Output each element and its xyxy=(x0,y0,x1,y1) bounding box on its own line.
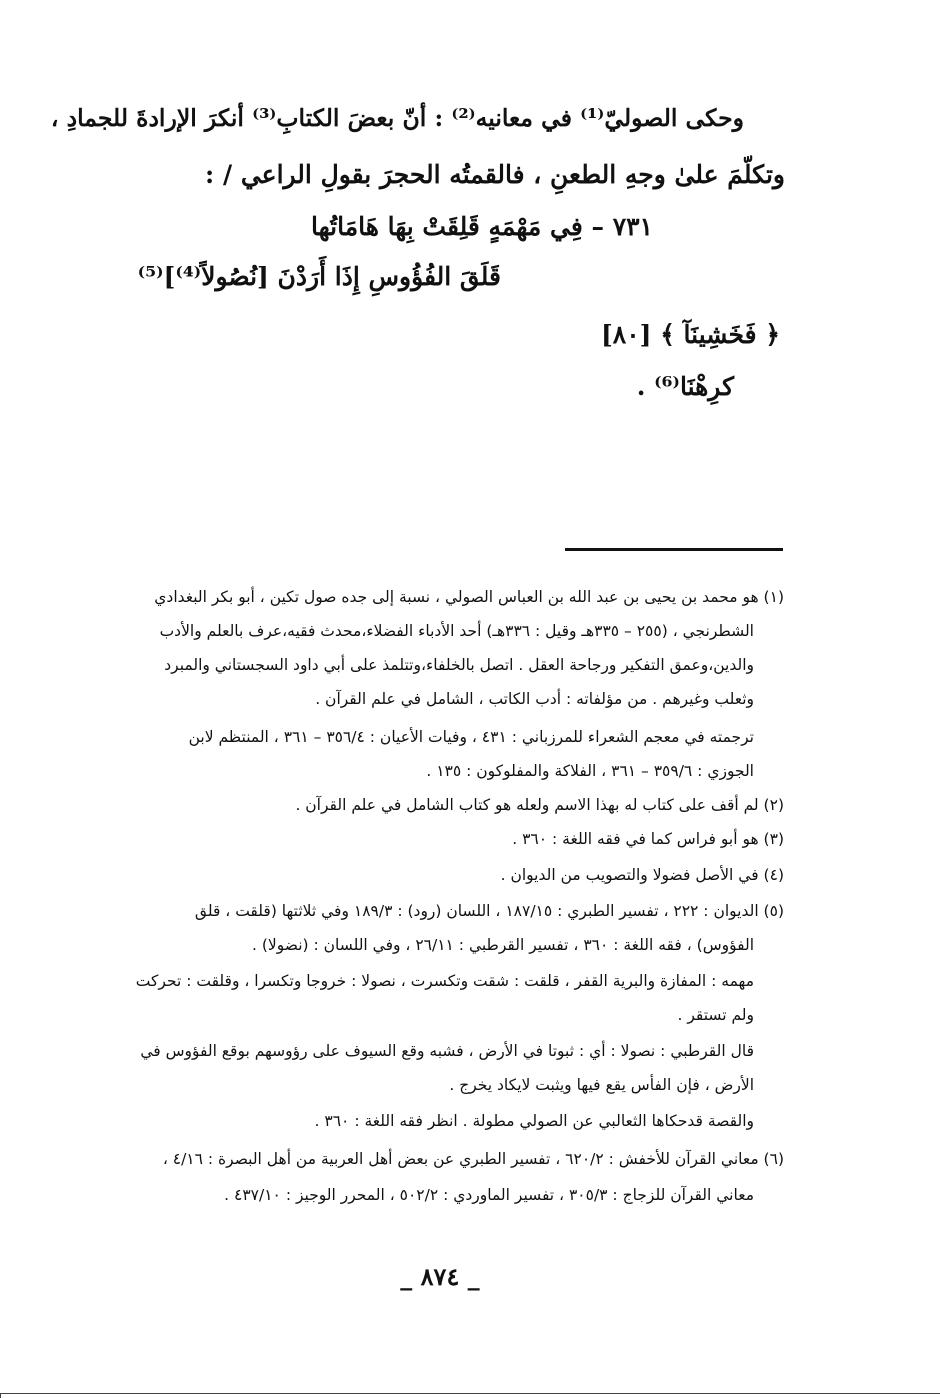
footnote-5-line-2: الفؤوس) ، فقه اللغة : ٣٦٠ ، تفسير القرطبي : ٢٦/١١ ، وفي اللسان : (نضولا) . xyxy=(252,936,754,954)
scan-edge-mark xyxy=(0,1393,1,1398)
footnote-3: (٣) هو أبو فراس كما في فقه اللغة : ٣٦٠ . xyxy=(512,830,784,848)
body-line-1: وحكى الصوليّ⁽¹⁾ في معانيه⁽²⁾ : أنّ بعضَ الكتابِ⁽³⁾ أنكرَ الإرادةَ للجمادِ ، xyxy=(50,104,744,132)
verse-first-hemistich: ٧٣١ – فِي مَهْمَهٍ قَلِقَتْ بِهَا هَامَاتُها xyxy=(310,212,653,241)
footnote-5-line-1: (٥) الديوان : ٢٢٢ ، تفسير الطبري : ١٨٧/١٥ ، اللسان (رود) : ١٨٩/٣ وفي ثلاثتها (قلقت ، قلق xyxy=(194,902,784,920)
body-line-2: وتكلّمَ علىٰ وجهِ الطعنِ ، فالقمتُه الحجرَ بقولِ الراعي / : xyxy=(205,160,785,189)
footnote-4: (٤) في الأصل فضولا والتصويب من الديوان . xyxy=(500,866,784,884)
footnote-separator xyxy=(565,548,783,551)
quran-quote: ﴿ فَخَشِينَآ ﴾ [٨٠] xyxy=(600,320,780,349)
page-number: _ ٨٧٤ _ xyxy=(400,1262,480,1291)
footnote-1-line-4: وثعلب وغيرهم . من مؤلفاته : أدب الكاتب ، الشامل في علم القرآن . xyxy=(315,690,754,708)
verse-second-hemistich: قَلَقَ الفُؤُوسِ إِذَا أَرَدْنَ [نُصُولاً⁽⁴⁾]⁽⁵⁾ xyxy=(137,262,501,291)
footnote-1-line-3: والدين،وعمق التفكير ورجاحة العقل . اتصل بالخلفاء،وتتلمذ على أبي داود السجستاني والمبرد xyxy=(164,656,754,674)
footnote-5-line-6: الأرض ، فإن الفأس يقع فيها ويثبت لايكاد يخرج . xyxy=(449,1076,754,1094)
footnote-6-line-1: (٦) معاني القرآن للأخفش : ٦٢٠/٢ ، تفسير الطبري عن بعض أهل العربية من أهل البصرة : ٤/١٦ ، xyxy=(162,1150,784,1168)
footnote-1-line-5: ترجمته في معجم الشعراء للمرزباني : ٤٣١ ، وفيات الأعيان : ٣٥٦/٤ – ٣٦١ ، المنتظم لابن xyxy=(188,728,754,746)
footnote-6-line-2: معاني القرآن للزجاج : ٣٠٥/٣ ، تفسير الماوردي : ٥٠٢/٢ ، المحرر الوجيز : ٤٣٧/١٠ . xyxy=(224,1186,754,1204)
footnote-5-line-7: والقصة قدحكاها الثعالبي عن الصولي مطولة . انظر فقه اللغة : ٣٦٠ . xyxy=(314,1112,754,1130)
scan-edge-line xyxy=(0,1393,940,1394)
body-line-kurhna: كرِهْنَا⁽⁶⁾ . xyxy=(636,372,734,401)
footnote-5-line-5: قال القرطبي : نصولا : أي : ثبوتا في الأرض ، فشبه وقع السيوف على رؤوسهم بوقع الفؤوس في xyxy=(140,1042,754,1060)
footnote-5-line-4: ولم تستقر . xyxy=(677,1006,754,1024)
footnote-1-line-1: (١) هو محمد بن يحيى بن عبد الله بن العباس الصولي ، نسبة إلى جده صول تكين ، أبو بكر البغدادي xyxy=(154,588,784,606)
footnote-2: (٢) لم أقف على كتاب له بهذا الاسم ولعله هو كتاب الشامل في علم القرآن . xyxy=(295,796,784,814)
footnote-5-line-3: مهمه : المفازة والبرية القفر ، قلقت : شقت وتكسرت ، نصولا : خروجا وتكسرا ، وقلقت : تحركت xyxy=(135,972,754,990)
footnote-1-line-2: الشطرنجي ، (٢٥٥ – ٣٣٥هـ وقيل : ٣٣٦هـ) أحد الأدباء الفضلاء،محدث فقيه،عرف بالعلم والأدب xyxy=(159,622,754,640)
footnote-1-line-6: الجوزي : ٣٥٩/٦ – ٣٦١ ، الفلاكة والمفلوكون : ١٣٥ . xyxy=(426,762,754,780)
